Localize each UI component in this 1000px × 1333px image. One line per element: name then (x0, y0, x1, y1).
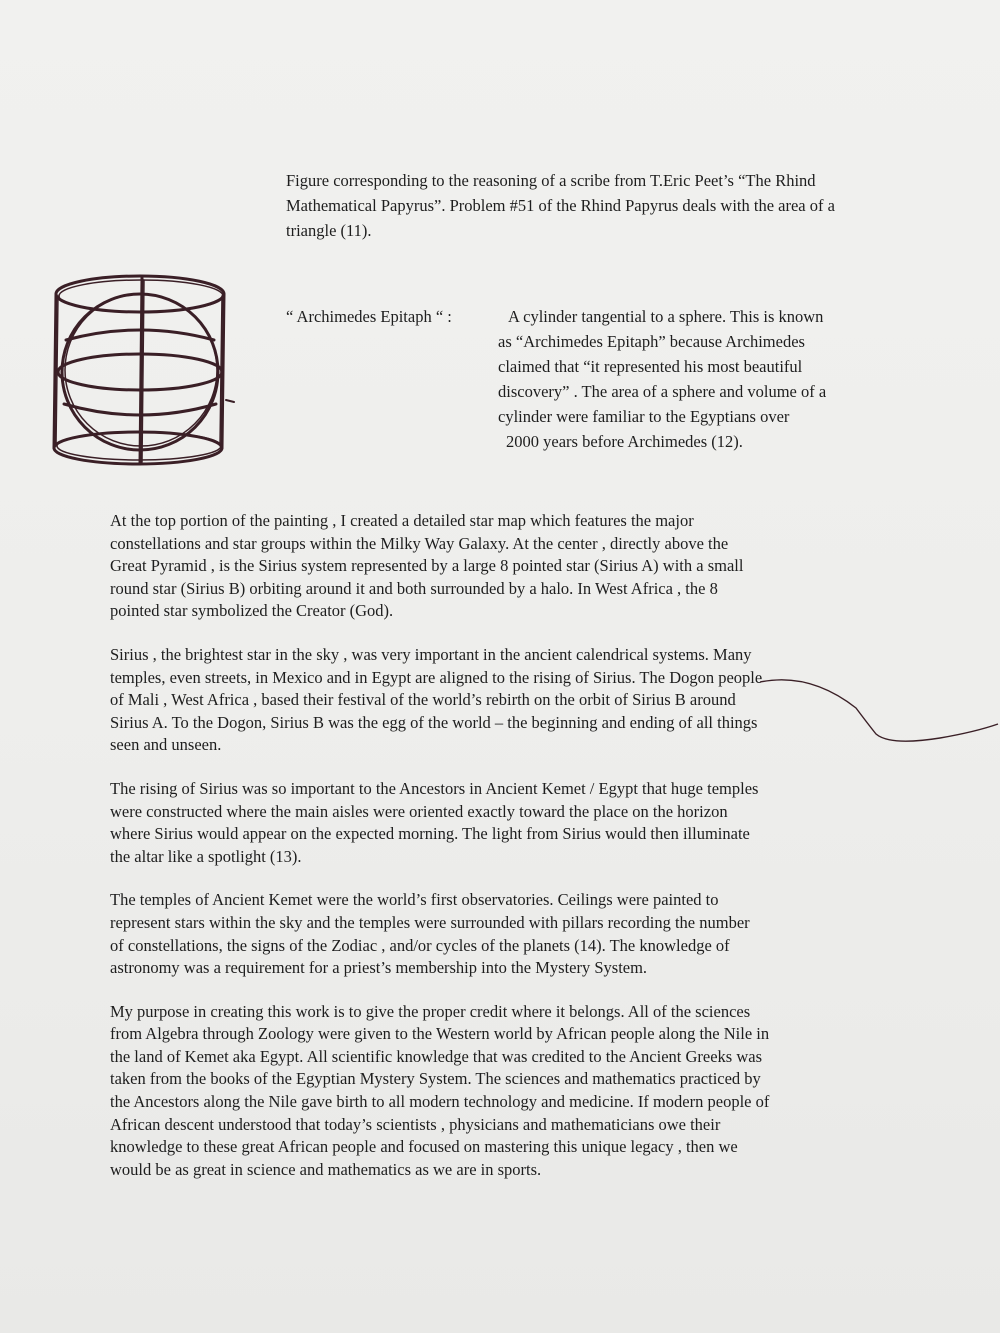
body-text (110, 510, 900, 1202)
text-line: The rising of Sirius was so important to the Ancestors in Ancient Kemet / Egypt that huge temples (110, 778, 759, 798)
epitaph-line: cylinder were familiar to the Egyptians over (498, 407, 790, 426)
text-line: represent stars within the sky and the temples were surrounded with pillars recording the number (110, 912, 750, 932)
text-line: taken from the books of the Egyptian Mystery System. The sciences and mathematics practiced by (110, 1069, 761, 1089)
text-line: My purpose in creating this work is to give the proper credit where it belongs. All of the sciences (110, 1001, 751, 1021)
text-line: of constellations, the signs of the Zodiac , and/or cycles of the planets (14). The knowledge of (110, 935, 730, 955)
text-line: of Mali , West Africa , based their festival of the world’s rebirth on the orbit of Sirius B around (110, 690, 736, 710)
epitaph-line: as “Archimedes Epitaph” because Archimedes (498, 332, 805, 351)
text-line: At the top portion of the painting , I created a detailed star map which features the major (110, 511, 694, 530)
epitaph-line: discovery” . The area of a sphere and volume of a (498, 382, 827, 401)
epitaph-label: “ Archimedes Epitaph “ : (286, 307, 452, 326)
epitaph-line: 2000 years before Archimedes (12). (506, 432, 743, 451)
text-line: Sirius , the brightest star in the sky , was very important in the ancient calendrical systems. Many (110, 644, 752, 664)
cylinder-sphere-drawing (40, 262, 240, 474)
text-line: the land of Kemet aka Egypt. All scientific knowledge that was credited to the Ancient Greeks was (110, 1046, 763, 1066)
text-line: the Ancestors along the Nile gave birth to all modern technology and medicine. If modern people of (110, 1092, 770, 1112)
text-line: the altar like a spotlight (13). (110, 846, 302, 866)
text-line: from Algebra through Zoology were given to the Western world by African people along the Nile in (110, 1024, 770, 1044)
epitaph-description (498, 304, 898, 454)
paragraph-purpose (110, 1001, 900, 1182)
text-line: were constructed where the main aisles were oriented exactly toward the place on the horizon (110, 801, 728, 821)
text-line: pointed star symbolized the Creator (God). (110, 601, 394, 621)
epitaph-line: A cylinder tangential to a sphere. This is known (508, 307, 824, 326)
figure-caption: Figure corresponding to the reasoning of a scribe from T.Eric Peet’s “The Rhind Mathematical Papyrus”. Problem #51 of the Rhind Papyrus deals with the area of a triangle (11). (286, 171, 835, 240)
text-line: Sirius A. To the Dogon, Sirius B was the egg of the world – the beginning and ending of all things (110, 712, 758, 732)
paragraph-sirius (110, 644, 900, 757)
text-line: knowledge to these great African people and focused on mastering this unique legacy , then we (110, 1137, 738, 1157)
text-line: African descent understood that today’s scientists , physicians and mathematicians owe their (110, 1114, 721, 1134)
text-line: would be as great in science and mathematics as we are in sports. (110, 1159, 542, 1179)
text-line: constellations and star groups within the Milky Way Galaxy. At the center , directly above the (110, 533, 729, 553)
text-line: Great Pyramid , is the Sirius system represented by a large 8 pointed star (Sirius A) with a small (110, 556, 744, 576)
text-line: round star (Sirius B) orbiting around it and both surrounded by a halo. In West Africa , the 8 (110, 578, 718, 598)
text-line: astronomy was a requirement for a priest’s membership into the Mystery System. (110, 958, 648, 978)
text-line: temples, even streets, in Mexico and in Egypt are aligned to the rising of Sirius. The Dogon people (110, 667, 763, 687)
paragraph-rising-of-sirius (110, 778, 900, 868)
text-line: seen and unseen. (110, 735, 222, 755)
epitaph-line: claimed that “it represented his most beautiful (498, 357, 803, 376)
paragraph-star-map (110, 510, 900, 623)
text-line: where Sirius would appear on the expected morning. The light from Sirius would then illuminate (110, 824, 750, 844)
text-line: The temples of Ancient Kemet were the world’s first observatories. Ceilings were painted to (110, 890, 719, 910)
paragraph-observatories (110, 889, 900, 979)
